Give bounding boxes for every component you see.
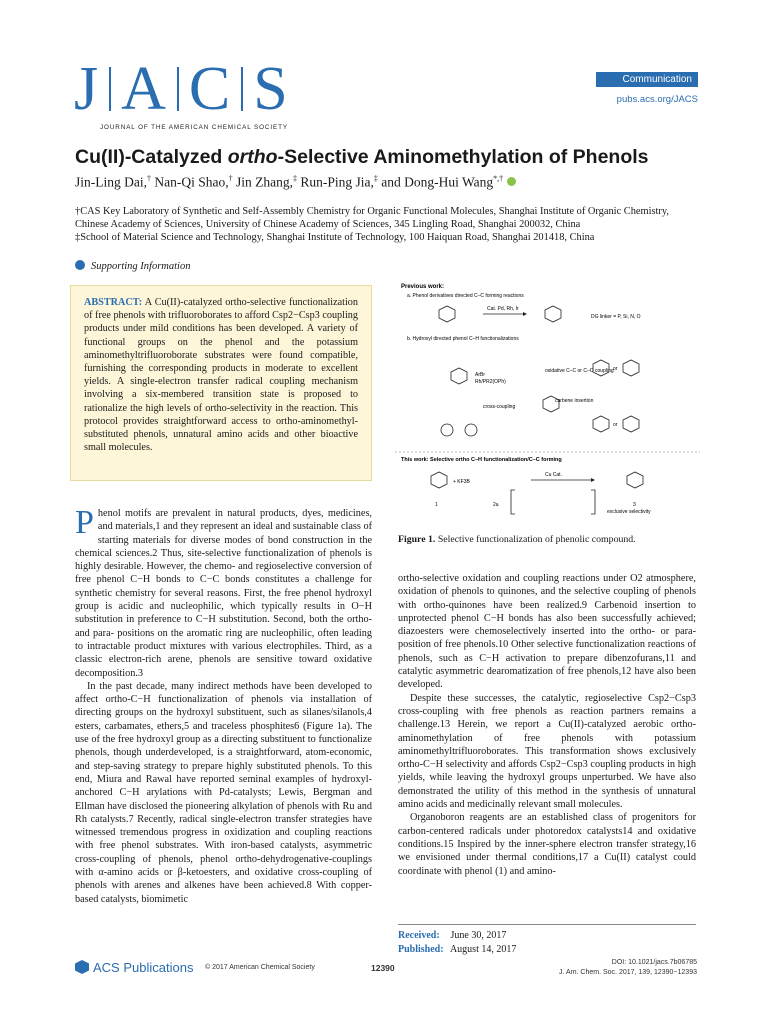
article-title: Cu(II)-Catalyzed ortho-Selective Aminomethylation of Phenols (75, 146, 649, 168)
supporting-info-link[interactable]: Supporting Information (75, 260, 190, 272)
paragraph: Despite these successes, the catalytic, regioselective Csp2−Csp3 cross-coupling with free phenols as reaction partners remains a challenge.13 Herein, we report a Cu(II)-catalyzed aerobic ortho-aminomethylation of free phenols with potassium aminomethyltrifluoroborates. This transformation shows exclusively ortho-C−H selectivity and affords Csp2−Csp3 coupling products in high yields, while leaving the hydroxyl groups unperturbed. We have also demonstrated the utility of this method in the synthesis of unnatural amino acids and medicinally relevant small molecules. (398, 692, 696, 811)
affiliation: ‡School of Material Science and Technology, Shanghai Institute of Technology, 100 Haiquan Road, Shanghai 201418, China (75, 232, 595, 243)
author-list: Jin-Ling Dai,† Nan-Qi Shao,† Jin Zhang,‡ Run-Ping Jia,‡ and Dong-Hui Wang*,† (75, 174, 516, 191)
orcid-icon[interactable] (507, 177, 516, 186)
author-name: Run-Ping Jia, (300, 174, 374, 190)
paragraph: henol motifs are prevalent in natural products, dyes, medicines, and materials,1 and they represent an ideal and sustainable class of starting materials for diverse modes of bond construction in the chemical sciences.2 Thus, site-selective functionalization of phenols is highly desirable. However, the chemo- and regioselective conversion of free phenol C−H bonds to C−C bonds constitutes a challenge for synthetic chemistry for several reasons. First, the free phenol hydroxyl group is acidic and nucleophilic, which typically results in O−H substitution in preference to C−H substitution. Second, both the ortho- and para- positions on the aromatic ring are nucleophilic, often leading to intractable product mixtures with various electrophiles. Third, as a classic electron-rich arene, phenols are sensitive toward oxidative decomposition.3 (75, 508, 373, 679)
fig-label: 1 (435, 502, 438, 508)
affiliation: †CAS Key Laboratory of Synthetic and Self-Assembly Chemistry for Organic Functional Molecules, Shanghai Institute of Organic Chemistry, Chinese Academy of Sciences, University of Chinese Academy of Sciences, 345 Lingling Road, Shanghai 200032, China (75, 206, 669, 230)
fig-label: + KF3B (453, 479, 470, 485)
fig-label: 3 (633, 502, 636, 508)
paragraph: ortho-selective oxidation and coupling reactions under O2 atmosphere, oxidation of phenols to quinones, and the selective coupling of phenols with ortho-quinones have been realized.9 Carbenoid insertion to unprotected phenol C−H bonds has also been successfully achieved; diazoesters were chemoselectively inserted into the ortho- or para-position of free phenols.10 Other selective functionalization reactions of phenols, such as C−H activation to prepare dibenzofurans,11 and catalytic asymmetric dearomatization of free phenols,12 have also been developed. (398, 573, 696, 691)
paragraph: In the past decade, many indirect methods have been developed to affect ortho-C−H functionalization of phenols via installation of directing groups on the hydroxyl substituent, such as silanes/silanols,4 esters, carbamates, ethers,5 and traceless phosphites6 (Figure 1a). The use of the free hydroxyl group as a directing substituent to functionalize phenols, though underdeveloped, is a straightforward, atom-economic, and step-saving strategy to prepare highly substituted phenols. To this end, Miura and Rawal have reported seminal examples of hydroxyl-anchored C−H arylations with Pd-catalysts; Lewis, Bergman and Ellman have disclosed the pioneering alkylation of phenols with Ru and Rh catalysts.7 Recently, radical single-electron transfer strategies have witnessed tremendous progress in oxidization and coupling reactions with free phenol substrates. With iron-based catalysts, asymmetric cross-coupling of phenols, phenol ortho-dehydrogenative-couplings with α-amino acids or β-ketoesters, and oxidative cross-coupling of phenols with arenes and alkenes have been achieved.8 With copper-based catalysts, biomimetic (75, 680, 372, 905)
fig-label: This work: Selective ortho C–H functionalization/C–C forming (401, 457, 562, 463)
fig-label: Rh/PR2(OPh) (475, 379, 506, 385)
fig-label: Cu Cat. (545, 472, 562, 478)
paragraph: Organoboron reagents are an established class of progenitors for carbon-centered radicals under photoredox catalysts14 and oxidative conditions.15 Inspired by the inner-sphere electron transfer strategy,16 we envisioned under thermal conditions,17 a Cu(II) catalyst could coordinate with phenol (1) and amino- (398, 812, 696, 877)
logo-letter: A (121, 55, 167, 123)
abstract-box (70, 285, 372, 481)
fig-label: Cat. Pd, Rh, Ir (487, 306, 519, 312)
logo-letter: S (253, 55, 289, 123)
article-dates: Received: June 30, 2017 Published: August 14, 2017 (398, 924, 696, 957)
fig-label: or (613, 366, 618, 372)
figure-1-scheme (395, 280, 700, 520)
fig-label: carbene insertion (555, 398, 594, 404)
publisher-logo[interactable]: ACS Publications (75, 960, 193, 975)
doi-link[interactable]: DOI: 10.1021/jacs.7b06785 (611, 959, 697, 966)
abstract-heading: ABSTRACT: (84, 297, 143, 308)
abstract-text: A Cu(II)-catalyzed ortho-selective functionalization of free phenols with trifluoroborates to afford Csp2−Csp3 coupling products under mild conditions has been developed. A variety of functional groups on the phenol and the potassium aminomethyltrifluoroborate substrates were found compatible, furnishing the corresponding products in moderate to excellent yields. A single-electron transfer radical coupling mechanism involving a six-membered transition state is proposed to rationalize the high levels of ortho-selectivity in the reaction. This protocol provides straightforward access to ortho-aminomethyl-substituted phenols, unnatural amino acids and other bioactive small molecules. (84, 297, 358, 454)
fig-label: DG linker = P, Si, N, O (591, 314, 641, 320)
published-date: August 14, 2017 (449, 944, 517, 955)
citation: J. Am. Chem. Soc. 2017, 139, 12390−12393 (559, 969, 697, 976)
figure-caption: Figure 1. Selective functionalization of phenolic compound. (398, 534, 636, 545)
fig-label: ArBr (475, 372, 485, 378)
logo-letter: C (188, 55, 232, 123)
body-column-left (75, 504, 373, 906)
logo-subtitle: JOURNAL OF THE AMERICAN CHEMICAL SOCIETY (100, 124, 288, 131)
fig-label: oxidative C–C or C–O coupling (545, 368, 614, 374)
fig-label: exclusive selectivity (607, 509, 651, 515)
fig-label: Previous work: (401, 284, 445, 290)
author-name: Jin Zhang, (236, 174, 293, 190)
fig-label: 2a (493, 502, 499, 508)
copyright-notice: © 2017 American Chemical Society (205, 964, 315, 971)
article-type-badge: Communication (596, 72, 698, 87)
author-name: Nan-Qi Shao, (154, 174, 229, 190)
fig-label: b. Hydroxyl directed phenol C–H functionalizations (407, 336, 519, 342)
page-number: 12390 (371, 963, 395, 973)
logo-letter: J (74, 55, 100, 123)
fig-label: cross-coupling (483, 404, 516, 410)
journal-logo (74, 55, 314, 131)
author-name: and Dong-Hui Wang (381, 174, 494, 190)
affiliations (75, 205, 695, 244)
journal-url-link[interactable]: pubs.acs.org/JACS (616, 94, 698, 105)
body-column-right (398, 572, 696, 878)
drop-cap: P (75, 504, 94, 541)
supporting-info-icon (75, 260, 85, 270)
page-footer (75, 958, 697, 988)
fig-label: a. Phenol derivatives directed C–C forming reactions (407, 293, 524, 299)
fig-label: or (613, 422, 618, 428)
author-name: Jin-Ling Dai, (75, 174, 147, 190)
acs-hexagon-icon (75, 960, 89, 974)
received-date: June 30, 2017 (450, 930, 507, 941)
